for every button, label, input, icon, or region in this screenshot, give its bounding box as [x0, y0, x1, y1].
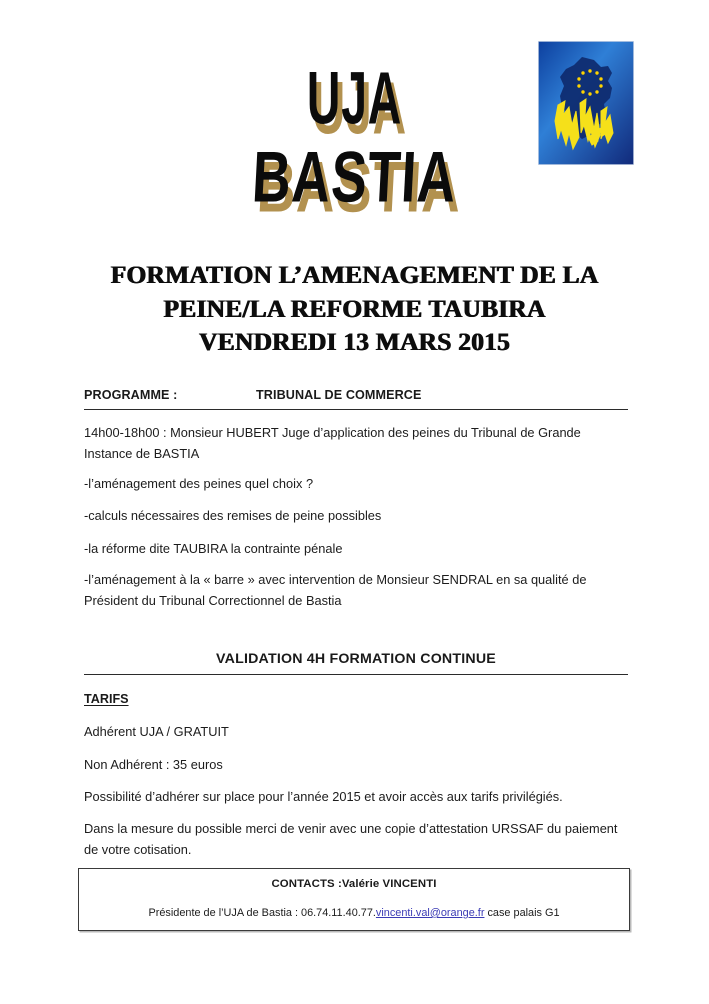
- programme-schedule: 14h00-18h00 : Monsieur HUBERT Juge d’application des peines du Tribunal de Grande Instance de BASTIA: [84, 425, 581, 461]
- contacts-suffix: case palais G1: [484, 907, 560, 919]
- horizontal-rule-top: [84, 409, 628, 410]
- programme-header-row: [84, 388, 628, 402]
- programme-item: -calculs nécessaires des remises de peine possibles: [84, 508, 382, 523]
- wordmark-line-uja: UJA: [306, 56, 403, 141]
- contacts-role-phone: Présidente de l’UJA de Bastia : 06.74.11.40.77.: [148, 907, 376, 919]
- tarifs-title: TARIFS: [84, 692, 129, 706]
- page-title-line-3: VENDREDI 13 MARS 2015: [199, 327, 510, 357]
- tarifs-line: Adhérent UJA / GRATUIT: [84, 724, 229, 739]
- programme-venue: TRIBUNAL DE COMMERCE: [256, 388, 422, 402]
- tarifs-line: Possibilité d’adhérer sur place pour l’année 2015 et avoir accès aux tarifs privilégiés.: [84, 789, 563, 804]
- programme-divider: [84, 409, 628, 410]
- contacts-email-link[interactable]: vincenti.val@orange.fr: [375, 907, 485, 919]
- validation-divider: [84, 674, 628, 675]
- programme-item: -l’aménagement à la « barre » avec intervention de Monsieur SENDRAL en sa qualité de Président du Tribunal Correctionnel de Bastia: [84, 572, 587, 608]
- programme-label: PROGRAMME :: [84, 388, 178, 402]
- programme-item: -la réforme dite TAUBIRA la contrainte pénale: [84, 541, 343, 556]
- tarifs-line: Dans la mesure du possible merci de venir avec une copie d’attestation URSSAF du paiement de votre cotisation.: [84, 821, 618, 857]
- page-title: [60, 258, 649, 359]
- contacts-box: [78, 868, 630, 931]
- programme-item: -l’aménagement des peines quel choix ?: [84, 476, 314, 491]
- tarifs-heading: [84, 690, 628, 708]
- horizontal-rule-bottom: [84, 674, 628, 675]
- validation-title: VALIDATION 4H FORMATION CONTINUE: [216, 651, 496, 667]
- wordmark-line-bastia: BASTIA: [250, 137, 459, 219]
- page-title-line-2: PEINE/LA REFORME TAUBIRA: [163, 293, 546, 323]
- tarifs-line: Non Adhérent : 35 euros: [84, 757, 223, 772]
- contacts-details: [85, 907, 623, 919]
- uja-bastia-wordmark: [0, 56, 709, 219]
- contacts-title: CONTACTS :Valérie VINCENTI: [271, 878, 437, 890]
- page-title-line-1: FORMATION L’AMENAGEMENT DE LA: [110, 260, 599, 289]
